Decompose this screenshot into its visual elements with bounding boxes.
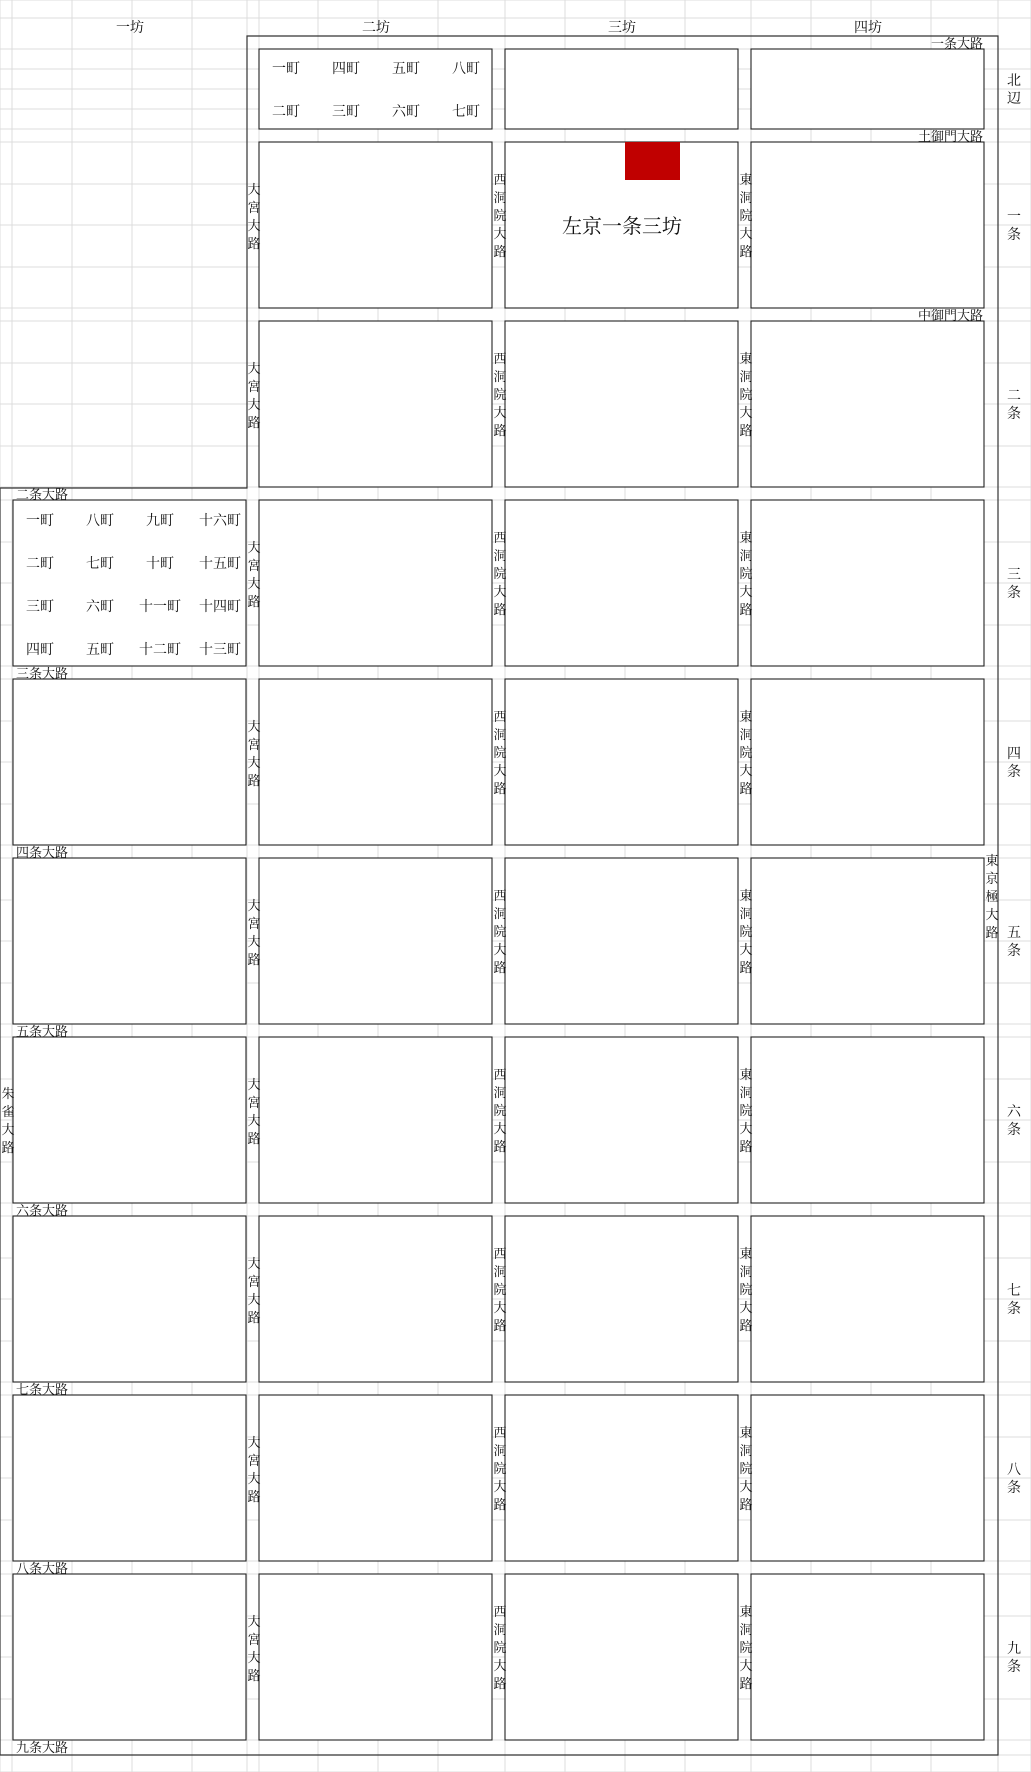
machi-label: 三町 xyxy=(26,599,54,615)
road-char: 大 xyxy=(1,1123,15,1138)
road-char: 路 xyxy=(739,424,753,439)
row-label xyxy=(1007,567,1021,601)
road-char: 西 xyxy=(493,1068,507,1083)
block-五条-二坊[interactable] xyxy=(259,858,492,1024)
road-char: 宮 xyxy=(247,1275,261,1290)
road-char: 宮 xyxy=(247,380,261,395)
machi-label: 十五町 xyxy=(199,556,241,572)
road-char: 路 xyxy=(739,1677,753,1692)
block-八条-二坊[interactable] xyxy=(259,1395,492,1561)
road-label: 七条大路 xyxy=(16,1383,69,1398)
road-char: 洞 xyxy=(739,1086,753,1101)
road-label-nishi-toin xyxy=(493,1068,506,1155)
road-label: 九条大路 xyxy=(16,1741,69,1756)
machi-label: 三町 xyxy=(332,104,360,120)
road-char: 院 xyxy=(493,1104,507,1119)
machi-label: 五町 xyxy=(86,642,114,658)
road-char: 東 xyxy=(739,1247,753,1262)
road-char: 洞 xyxy=(739,728,753,743)
road-char: 大 xyxy=(247,1114,261,1129)
road-label-nishi-toin xyxy=(493,352,506,439)
road-char: 大 xyxy=(493,1122,507,1137)
road-char: 院 xyxy=(739,567,753,582)
road-char: 路 xyxy=(247,1669,261,1684)
row-label xyxy=(1007,1283,1021,1317)
road-char: 宮 xyxy=(247,559,261,574)
block-六条-三坊[interactable] xyxy=(505,1037,738,1203)
road-char: 大 xyxy=(739,1122,753,1137)
road-char: 路 xyxy=(247,774,261,789)
machi-label: 一町 xyxy=(26,513,54,529)
block-九条-二坊[interactable] xyxy=(259,1574,492,1740)
road-label-higashi-kyogoku xyxy=(985,853,998,941)
road-char: 六 xyxy=(1007,1104,1021,1120)
row-label xyxy=(1007,925,1021,959)
road-char: 大 xyxy=(739,943,753,958)
road-char: 路 xyxy=(493,245,507,260)
road-char: 洞 xyxy=(739,1444,753,1459)
road-char: 東 xyxy=(739,173,753,188)
road-char: 大 xyxy=(247,1651,261,1666)
road-char: 洞 xyxy=(739,370,753,385)
machi-label: 六町 xyxy=(86,599,114,615)
machi-label: 八町 xyxy=(86,513,114,529)
road-label-higashi-toin xyxy=(739,1067,752,1155)
road-char: 院 xyxy=(739,388,753,403)
road-char: 西 xyxy=(493,889,507,904)
road-char: 路 xyxy=(985,926,999,941)
machi-label: 五町 xyxy=(392,61,420,77)
road-char: 院 xyxy=(493,746,507,761)
machi-label: 七町 xyxy=(452,104,480,120)
road-label-higashi-toin xyxy=(739,888,752,976)
road-char: 大 xyxy=(493,764,507,779)
machi-label: 十三町 xyxy=(199,642,241,658)
row-label xyxy=(1007,209,1021,243)
block-二条-四坊[interactable] xyxy=(751,321,984,487)
road-label-higashi-toin xyxy=(739,172,752,260)
machi-label: 二町 xyxy=(26,556,54,572)
road-char: 大 xyxy=(739,1301,753,1316)
road-char: 北 xyxy=(1007,73,1021,89)
road-char: 路 xyxy=(247,1132,261,1147)
road-char: 洞 xyxy=(493,728,507,743)
road-label: 六条大路 xyxy=(16,1204,69,1219)
road-char: 一 xyxy=(1007,209,1021,225)
road-char: 路 xyxy=(247,953,261,968)
machi-label: 九町 xyxy=(146,513,174,529)
road-char: 極 xyxy=(985,890,999,905)
road-char: 条 xyxy=(1007,227,1021,243)
road-char: 七 xyxy=(1007,1283,1021,1299)
road-char: 院 xyxy=(739,925,753,940)
block-二条-三坊[interactable] xyxy=(505,321,738,487)
road-char: 院 xyxy=(493,1462,507,1477)
road-label-nishi-toin xyxy=(493,889,506,976)
road-char: 大 xyxy=(247,1293,261,1308)
road-char: 大 xyxy=(247,1257,261,1272)
road-label-tsuchimikado: 土御門大路 xyxy=(917,130,983,145)
road-char: 京 xyxy=(985,872,999,887)
road-label: 四条大路 xyxy=(16,846,69,861)
road-char: 洞 xyxy=(739,549,753,564)
block-北辺-三坊[interactable] xyxy=(505,49,738,129)
road-char: 大 xyxy=(739,227,753,242)
road-char: 東 xyxy=(739,1426,753,1441)
machi-label: 八町 xyxy=(452,61,480,77)
block-七条-三坊[interactable] xyxy=(505,1216,738,1382)
block-四条-三坊[interactable] xyxy=(505,679,738,845)
block-北辺-四坊[interactable] xyxy=(751,49,984,129)
block-三条-三坊[interactable] xyxy=(505,500,738,666)
road-char: 宮 xyxy=(247,1454,261,1469)
machi-label: 二町 xyxy=(272,104,300,120)
road-label-higashi-toin xyxy=(739,1246,752,1334)
road-char: 院 xyxy=(739,1283,753,1298)
road-char: 院 xyxy=(493,567,507,582)
machi-label: 六町 xyxy=(392,104,420,120)
road-char: 八 xyxy=(1007,1462,1021,1478)
road-label-higashi-toin xyxy=(739,1425,752,1513)
road-char: 二 xyxy=(1007,388,1021,404)
road-char: 東 xyxy=(985,854,999,869)
block-五条-一坊[interactable] xyxy=(13,858,246,1024)
block-九条-三坊[interactable] xyxy=(505,1574,738,1740)
road-char: 路 xyxy=(493,1140,507,1155)
road-char: 西 xyxy=(493,1247,507,1262)
road-char: 大 xyxy=(493,943,507,958)
road-char: 東 xyxy=(739,352,753,367)
block-二条-二坊[interactable] xyxy=(259,321,492,487)
row-label xyxy=(1007,73,1021,107)
highlight-label: 左京一条三坊 xyxy=(562,214,682,238)
road-char: 大 xyxy=(985,908,999,923)
road-label-higashi-toin xyxy=(739,351,752,439)
road-label: 二条大路 xyxy=(16,488,69,503)
road-char: 条 xyxy=(1007,406,1021,422)
road-char: 大 xyxy=(739,1480,753,1495)
block-六条-四坊[interactable] xyxy=(751,1037,984,1203)
row-label xyxy=(1007,1641,1021,1675)
road-char: 雀 xyxy=(1,1105,15,1120)
road-char: 西 xyxy=(493,1605,507,1620)
road-char: 四 xyxy=(1007,746,1021,762)
road-char: 大 xyxy=(247,720,261,735)
block-八条-四坊[interactable] xyxy=(751,1395,984,1561)
block-七条-二坊[interactable] xyxy=(259,1216,492,1382)
road-char: 大 xyxy=(247,541,261,556)
road-char: 大 xyxy=(247,935,261,950)
road-char: 院 xyxy=(739,209,753,224)
road-char: 洞 xyxy=(493,191,507,206)
road-char: 五 xyxy=(1007,925,1021,941)
machi-label: 十町 xyxy=(146,556,174,572)
road-char: 大 xyxy=(247,899,261,914)
column-label: 二坊 xyxy=(362,20,390,36)
road-char: 大 xyxy=(493,1301,507,1316)
machi-label: 十一町 xyxy=(139,599,181,615)
road-char: 路 xyxy=(739,603,753,618)
road-char: 路 xyxy=(739,1140,753,1155)
road-char: 西 xyxy=(493,710,507,725)
road-char: 大 xyxy=(739,1659,753,1674)
road-char: 条 xyxy=(1007,585,1021,601)
road-label-higashi-toin xyxy=(739,530,752,618)
block-四条-二坊[interactable] xyxy=(259,679,492,845)
road-char: 西 xyxy=(493,1426,507,1441)
road-char: 大 xyxy=(247,398,261,413)
road-char: 九 xyxy=(1007,1641,1021,1657)
row-label xyxy=(1007,388,1021,422)
road-char: 路 xyxy=(247,595,261,610)
block-七条-四坊[interactable] xyxy=(751,1216,984,1382)
road-char: 宮 xyxy=(247,1096,261,1111)
road-char: 路 xyxy=(247,416,261,431)
road-label-ichijo: 一条大路 xyxy=(930,37,983,52)
row-label xyxy=(1007,1104,1022,1138)
road-char: 東 xyxy=(739,710,753,725)
road-char: 大 xyxy=(493,1659,507,1674)
row-label xyxy=(1007,746,1021,780)
block-一条-四坊[interactable] xyxy=(751,142,984,308)
road-label: 八条大路 xyxy=(16,1562,69,1577)
road-label-higashi-toin xyxy=(739,1604,752,1692)
block-四条-四坊[interactable] xyxy=(751,679,984,845)
block-六条-一坊[interactable] xyxy=(13,1037,246,1203)
road-char: 大 xyxy=(247,183,261,198)
road-char: 路 xyxy=(493,1677,507,1692)
road-char: 東 xyxy=(739,1605,753,1620)
road-char: 路 xyxy=(739,1319,753,1334)
block-三条-四坊[interactable] xyxy=(751,500,984,666)
road-label-nishi-toin xyxy=(493,1605,506,1692)
road-label: 三条大路 xyxy=(16,667,69,682)
road-char: 辺 xyxy=(1007,91,1021,107)
road-char: 大 xyxy=(493,406,507,421)
machi-label: 十二町 xyxy=(139,642,181,658)
road-char: 院 xyxy=(493,388,507,403)
road-char: 路 xyxy=(247,1311,261,1326)
road-char: 路 xyxy=(493,961,507,976)
road-char: 大 xyxy=(247,756,261,771)
road-char: 宮 xyxy=(247,738,261,753)
road-label-nishi-toin xyxy=(493,173,506,260)
road-char: 大 xyxy=(739,585,753,600)
road-char: 東 xyxy=(739,1068,753,1083)
road-char: 大 xyxy=(247,1078,261,1093)
road-char: 大 xyxy=(493,1480,507,1495)
road-char: 東 xyxy=(739,889,753,904)
road-char: 洞 xyxy=(493,1086,507,1101)
road-label-nishi-toin xyxy=(493,1426,506,1513)
block-八条-一坊[interactable] xyxy=(13,1395,246,1561)
road-char: 路 xyxy=(739,1498,753,1513)
column-label: 一坊 xyxy=(116,20,144,36)
road-char: 西 xyxy=(493,352,507,367)
road-char: 三 xyxy=(1007,567,1021,583)
machi-label: 十六町 xyxy=(199,513,241,529)
road-char: 洞 xyxy=(739,191,753,206)
block-三条-二坊[interactable] xyxy=(259,500,492,666)
road-label-nakamikado: 中御門大路 xyxy=(917,309,983,324)
machi-label: 四町 xyxy=(26,642,54,658)
road-char: 路 xyxy=(1,1141,15,1156)
machi-label: 七町 xyxy=(86,556,114,572)
road-label-higashi-toin xyxy=(739,709,752,797)
road-char: 宮 xyxy=(247,1633,261,1648)
road-char: 洞 xyxy=(493,549,507,564)
road-char: 路 xyxy=(247,1490,261,1505)
road-char: 宮 xyxy=(247,917,261,932)
column-label: 三坊 xyxy=(608,20,636,36)
road-char: 大 xyxy=(493,227,507,242)
road-char: 大 xyxy=(247,1615,261,1630)
road-char: 路 xyxy=(739,782,753,797)
machi-label: 一町 xyxy=(272,61,300,77)
road-label-nishi-toin xyxy=(493,1247,506,1334)
block-四条-一坊[interactable] xyxy=(13,679,246,845)
road-char: 路 xyxy=(247,237,261,252)
road-char: 院 xyxy=(739,1104,753,1119)
road-char: 院 xyxy=(493,925,507,940)
road-char: 洞 xyxy=(739,1265,753,1280)
row-label xyxy=(1007,1462,1021,1496)
highlight-marker[interactable] xyxy=(625,142,680,180)
road-char: 院 xyxy=(493,209,507,224)
block-八条-三坊[interactable] xyxy=(505,1395,738,1561)
road-char: 院 xyxy=(739,1641,753,1656)
road-char: 西 xyxy=(493,531,507,546)
block-九条-一坊[interactable] xyxy=(13,1574,246,1740)
road-char: 洞 xyxy=(493,370,507,385)
road-char: 路 xyxy=(493,424,507,439)
block-七条-一坊[interactable] xyxy=(13,1216,246,1382)
road-char: 西 xyxy=(493,173,507,188)
road-char: 洞 xyxy=(493,1444,507,1459)
road-char: 条 xyxy=(1007,1301,1021,1317)
road-char: 東 xyxy=(739,531,753,546)
road-label-nishi-toin xyxy=(493,710,506,797)
block-五条-三坊[interactable] xyxy=(505,858,738,1024)
road-char: 路 xyxy=(739,961,753,976)
road-char: 洞 xyxy=(739,907,753,922)
road-char: 院 xyxy=(493,1641,507,1656)
column-label: 四坊 xyxy=(854,20,882,36)
machi-label: 四町 xyxy=(332,61,360,77)
block-九条-四坊[interactable] xyxy=(751,1574,984,1740)
road-char: 路 xyxy=(739,245,753,260)
road-char: 大 xyxy=(247,219,261,234)
road-char: 大 xyxy=(739,406,753,421)
road-label: 五条大路 xyxy=(16,1025,69,1040)
road-char: 大 xyxy=(247,362,261,377)
road-char: 大 xyxy=(493,585,507,600)
road-char: 路 xyxy=(493,603,507,618)
road-label-nishi-toin xyxy=(493,531,506,618)
road-char: 条 xyxy=(1007,1122,1021,1138)
road-char: 朱 xyxy=(1,1087,15,1102)
road-char: 条 xyxy=(1007,1659,1021,1675)
block-五条-四坊[interactable] xyxy=(751,858,984,1024)
road-char: 大 xyxy=(739,764,753,779)
road-char: 院 xyxy=(493,1283,507,1298)
road-char: 院 xyxy=(739,1462,753,1477)
road-char: 洞 xyxy=(493,1265,507,1280)
road-char: 路 xyxy=(493,782,507,797)
road-char: 条 xyxy=(1007,1480,1021,1496)
road-char: 大 xyxy=(247,577,261,592)
road-char: 洞 xyxy=(493,907,507,922)
block-六条-二坊[interactable] xyxy=(259,1037,492,1203)
road-char: 路 xyxy=(493,1319,507,1334)
road-char: 院 xyxy=(739,746,753,761)
road-char: 大 xyxy=(247,1436,261,1451)
road-char: 路 xyxy=(493,1498,507,1513)
road-char: 洞 xyxy=(739,1623,753,1638)
road-char: 条 xyxy=(1007,943,1021,959)
machi-label: 十四町 xyxy=(199,599,241,615)
road-char: 大 xyxy=(247,1472,261,1487)
road-char: 宮 xyxy=(247,201,261,216)
block-一条-二坊[interactable] xyxy=(259,142,492,308)
road-char: 条 xyxy=(1007,764,1021,780)
road-char: 洞 xyxy=(493,1623,507,1638)
